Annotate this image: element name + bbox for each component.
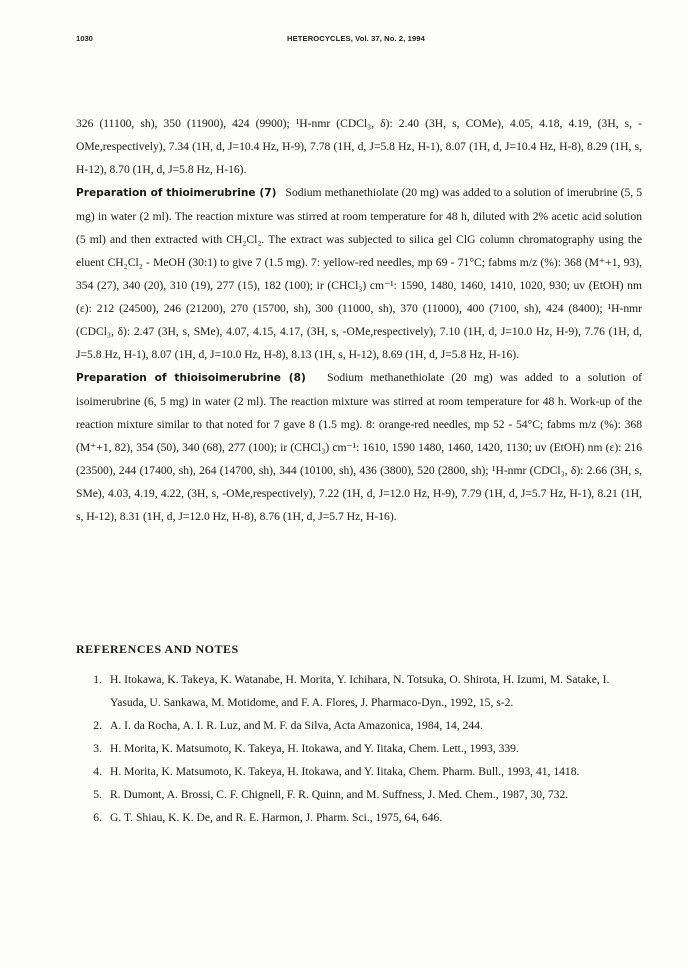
reference-item xyxy=(76,783,642,806)
reference-item xyxy=(76,737,642,760)
reference-text: G. T. Shiau, K. K. De, and R. E. Harmon, J. Pharm. Sci., 1975, 64, 646. xyxy=(110,811,443,824)
paragraph-text: Sodium methanethiolate (20 mg) was added to a solution of imerubrine (5, 5 mg) in water (2 ml). The reaction mixture was stirred at room temperature for 48 h, diluted with 2% acetic acid solution (5 ml) and then extracted with CH₂Cl₂. The extract was subjected to silica gel ClG column chromatography using the eluent CH₂Cl₂ - MeOH (30:1) to give 7 (1.5 mg). 7: yellow-red needles, mp 69 - 71°C; fabms m/z (%): 368 (M⁺+1, 93), 354 (27), 340 (20), 310 (19), 277 (15), 182 (100); ir (CHCl₃) cm⁻¹: 1590, 1480, 1460, 1410, 1020, 930; uv (EtOH) nm (ε): 212 (24500), 246 (21200), 270 (15700, sh), 300 (11000, sh), 370 (11000), 400 (7100, sh), 424 (8400); ¹H-nmr (CDCl₃, δ): 2.47 (3H, s, SMe), 4.07, 4.15, 4.17, (3H, s, -OMe,respectively), 7.10 (1H, d, J=10.0 Hz, H-9), 7.76 (1H, d, J=5.8 Hz, H-1), 8.07 (1H, d, J=10.0 Hz, H-8), 8.13 (1H, s, H-12), 8.69 (1H, d, J=5.8 Hz, H-16). xyxy=(76,186,642,361)
reference-item xyxy=(76,806,642,829)
reference-number: 6. xyxy=(93,811,102,824)
reference-list xyxy=(76,668,642,829)
reference-item xyxy=(76,760,642,783)
experimental-text xyxy=(76,112,642,528)
reference-item xyxy=(76,668,642,714)
running-header xyxy=(76,34,636,48)
journal-citation: HETEROCYCLES, Vol. 37, No. 2, 1994 xyxy=(287,34,425,43)
reference-text: H. Morita, K. Matsumoto, K. Takeya, H. Itokawa, and Y. Iitaka, Chem. Pharm. Bull., 1993, 41, 1418. xyxy=(110,765,580,778)
reference-text: R. Dumont, A. Brossi, C. F. Chignell, F. R. Quinn, and M. Suffness, J. Med. Chem., 1987, 30, 732. xyxy=(110,788,569,801)
paragraph-thioisoimerubrine xyxy=(76,366,642,528)
page-number: 1030 xyxy=(76,34,93,43)
reference-item xyxy=(76,714,642,737)
reference-number: 4. xyxy=(93,765,102,778)
section-heading: Preparation of thioisoimerubrine (8) xyxy=(76,372,306,384)
reference-text: H. Morita, K. Matsumoto, K. Takeya, H. Itokawa, and Y. Iitaka, Chem. Lett., 1993, 339. xyxy=(110,742,519,755)
reference-number: 3. xyxy=(93,742,102,755)
paragraph-continued: 326 (11100, sh), 350 (11900), 424 (9900); ¹H-nmr (CDCl₃, δ): 2.40 (3H, s, COMe), 4.05, 4.18, 4.19, (3H, s, -OMe,respectively), 7.34 (1H, d, J=10.4 Hz, H-9), 7.78 (1H, d, J=5.8 Hz, H-1), 8.07 (1H, d, J=10.4 Hz, H-8), 8.29 (1H, s, H-12), 8.70 (1H, d, J=5.8 Hz, H-16). xyxy=(76,117,642,176)
references-heading: REFERENCES AND NOTES xyxy=(76,642,239,656)
section-heading: Preparation of thioimerubrine (7) xyxy=(76,187,277,199)
paragraph-text: Sodium methanethiolate (20 mg) was added to a solution of isoimerubrine (6, 5 mg) in water (2 ml). The reaction mixture was stirred at room temperature for 48 h. Work-up of the reaction mixture similar to that noted for 7 gave 8 (1.5 mg). 8: orange-red needles, mp 52 - 54°C; fabms m/z (%): 368 (M⁺+1, 82), 354 (50), 340 (68), 277 (100); ir (CHCl₃) cm⁻¹: 1610, 1590 1480, 1460, 1420, 1130; uv (EtOH) nm (ε): 216 (23500), 244 (17400, sh), 264 (14700, sh), 344 (10100, sh), 436 (3800), 520 (2800, sh); ¹H-nmr (CDCl₃, δ): 2.66 (3H, s, SMe), 4.03, 4.19, 4.22, (3H, s, -OMe,respectively), 7.22 (1H, d, J=12.0 Hz, H-9), 7.79 (1H, d, J=5.7 Hz, H-1), 8.21 (1H, s, H-12), 8.31 (1H, d, J=12.0 Hz, H-8), 8.76 (1H, d, J=5.7 Hz, H-16). xyxy=(76,371,642,523)
reference-number: 1. xyxy=(93,673,102,686)
paragraph-thioimerubrine xyxy=(76,181,642,366)
reference-number: 2. xyxy=(93,719,102,732)
reference-text: A. I. da Rocha, A. I. R. Luz, and M. F. da Silva, Acta Amazonica, 1984, 14, 244. xyxy=(110,719,483,732)
reference-number: 5. xyxy=(93,788,102,801)
reference-text: H. Itokawa, K. Takeya, K. Watanabe, H. Morita, Y. Ichihara, N. Totsuka, O. Shirota, H. Izumi, M. Satake, I. Yasuda, U. Sankawa, M. Motidome, and F. A. Flores, J. Pharmaco-Dyn., 1992, 15, s-2. xyxy=(110,673,610,709)
